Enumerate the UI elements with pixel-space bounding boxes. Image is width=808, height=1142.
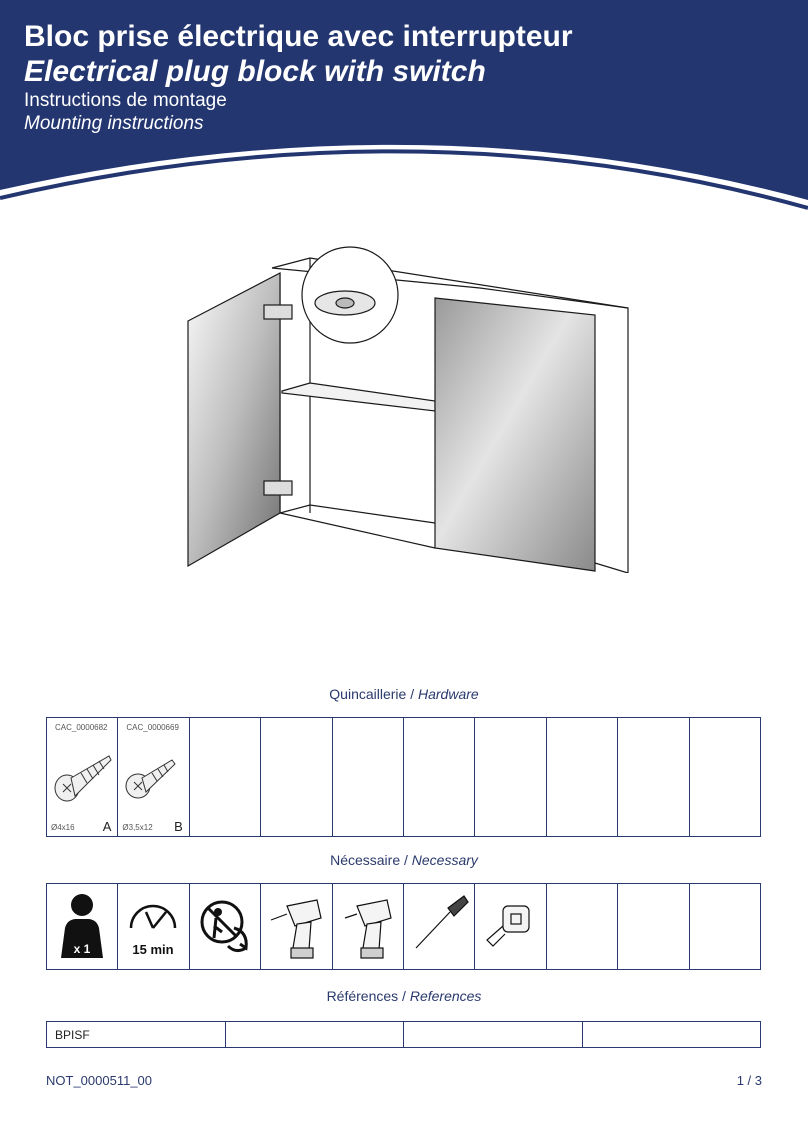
part-size: Ø4x16: [51, 823, 75, 832]
part-code: CAC_0000669: [126, 723, 179, 732]
necessary-empty-cell: [547, 884, 618, 969]
recycle-icon: [194, 888, 256, 966]
person-count: x 1: [73, 942, 91, 956]
references-label-en: References: [409, 988, 482, 1004]
hardware-empty-cell: [690, 718, 760, 836]
reference-cell: [583, 1022, 761, 1047]
screwdriver-icon: [408, 888, 470, 966]
necessary-empty-cell: [690, 884, 760, 969]
part-code: CAC_0000682: [55, 723, 108, 732]
part-size: Ø3,5x12: [122, 823, 153, 832]
person-icon: [51, 888, 113, 966]
hardware-label: Quincaillerie / Hardware: [329, 686, 479, 702]
screwdriver-cell: [404, 884, 475, 969]
hardware-empty-cell: [404, 718, 475, 836]
subtitle-fr: Instructions de montage: [24, 90, 227, 111]
hardware-table: [46, 717, 761, 837]
hardware-label-fr: Quincaillerie: [329, 686, 407, 702]
hardware-empty-cell: [475, 718, 546, 836]
recycle-cell: [190, 884, 261, 969]
screw-icon: [122, 748, 186, 808]
part-letter: B: [174, 819, 183, 834]
hardware-empty-cell: [618, 718, 689, 836]
hardware-item-b: [118, 718, 189, 836]
tape-measure-cell: [475, 884, 546, 969]
clock-cell: [118, 884, 189, 969]
drill-icon: [337, 888, 399, 966]
hardware-empty-cell: [333, 718, 404, 836]
doc-code: NOT_0000511_00: [46, 1073, 153, 1088]
references-table: [46, 1021, 761, 1048]
necessary-label: Nécessaire / Necessary: [330, 852, 478, 868]
screw-icon: [51, 748, 115, 808]
person-cell: [47, 884, 118, 969]
duration: 15 min: [132, 942, 174, 957]
necessary-table: [46, 883, 761, 970]
necessary-empty-cell: [618, 884, 689, 969]
part-letter: A: [102, 819, 112, 834]
references-label: Références / References: [326, 988, 482, 1004]
hardware-empty-cell: [261, 718, 332, 836]
necessary-label-en: Necessary: [411, 852, 478, 868]
title-en: Electrical plug block with switch: [24, 55, 486, 88]
header-band: [0, 0, 808, 215]
title-fr: Bloc prise électrique avec interrupteur: [24, 20, 573, 53]
drill-cell: [261, 884, 332, 969]
reference-cell: [226, 1022, 405, 1047]
drill-icon: [265, 888, 327, 966]
reference-cell: BPISF: [47, 1022, 226, 1047]
subtitle-en: Mounting instructions: [24, 113, 204, 134]
hardware-empty-cell: [190, 718, 261, 836]
cabinet-illustration: [180, 243, 630, 573]
references-label-fr: Références: [326, 988, 399, 1004]
clock-icon: [122, 888, 184, 966]
hardware-item-a: [47, 718, 118, 836]
reference-cell: [404, 1022, 583, 1047]
hardware-empty-cell: [547, 718, 618, 836]
tape-measure-icon: [479, 888, 541, 966]
drill-cell: [333, 884, 404, 969]
necessary-label-fr: Nécessaire: [330, 852, 401, 868]
hardware-label-en: Hardware: [418, 686, 479, 702]
page-number: 1 / 3: [736, 1073, 762, 1088]
